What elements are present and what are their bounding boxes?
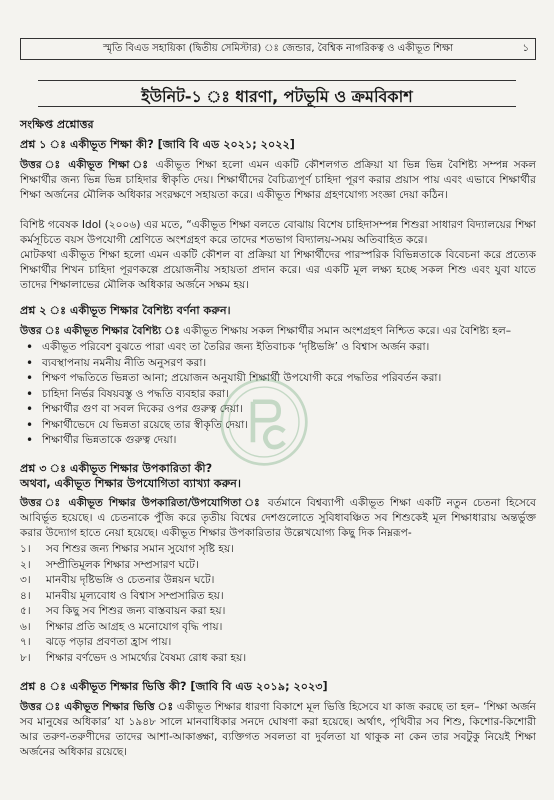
list-item: • শিক্ষার্থীভেদে যে ভিন্নতা রয়েছে তার স্বীকৃতি দেয়া।: [20, 418, 536, 434]
item-text: শিক্ষার বর্ণভেদ ও সামর্থ্যের বৈষম্য রোধ করা হয়।: [46, 651, 247, 664]
answer-4-lead: উত্তর ঃ একীভূত শিক্ষার ভিত্তি ঃ: [20, 701, 174, 713]
item-number: ৫।: [20, 605, 31, 617]
item-text: শিক্ষার প্রতি আগ্রহ ও মনোযোগ বৃদ্ধি পায়।: [46, 620, 223, 633]
answer-3-lead: উত্তর ঃ একীভূত শিক্ষার উপকারিতা/উপযোগিতা ঃ: [20, 497, 263, 509]
answer-4: [20, 700, 536, 760]
list-item: • শিক্ষণ পদ্ধতিতে ভিন্নতা আনা; প্রয়োজন অনুযায়ী শিক্ষার্থী উপযোগী করে পদ্ধতির পরিবর্তন করা।: [20, 371, 536, 387]
question-1: প্রশ্ন ১ ঃ একীভূত শিক্ষা কী? [জাবি বি এড ২০২১; ২০২২]: [20, 138, 295, 151]
question-3-alt: অথবা, একীভূত শিক্ষার উপযোগিতা ব্যাখ্যা করুন।: [20, 477, 241, 490]
list-item: [20, 620, 536, 636]
answer-1: [20, 158, 536, 203]
item-text: সব শিশুর জন্য শিক্ষার সমান সুযোগ সৃষ্টি হয়।: [46, 543, 234, 555]
answer-2-lead: উত্তর ঃ একীভূত শিক্ষার বৈশিষ্ট্য ঃ: [20, 325, 180, 337]
answer-2-text: একীভূত শিক্ষায় সকল শিক্ষার্থীর সমান অংশগ্রহণ নিশ্চিত করে। এর বৈশিষ্ট্য হল–: [179, 325, 512, 337]
item-number: ৪।: [20, 589, 31, 602]
question-2: প্রশ্ন ২ ঃ একীভূত শিক্ষার বৈশিষ্ট্য বর্ণনা করুন।: [20, 304, 231, 317]
section-label: সংক্ষিপ্ত প্রশ্নোত্তর: [20, 118, 94, 131]
list-item: • শিক্ষার্থীর ভিন্নতাকে গুরুত্ব দেয়া।: [20, 433, 536, 449]
answer-4-text: একীভূত শিক্ষার ধারণা বিকাশে মূল ভিত্তি হিসেবে যা কাজ করছে তা হল– ‘শিক্ষা অর্জন সব মানুষের অধিকার’ যা ১৯৪৮ সালে মানবাধিকার সনদে ঘোষণা করা হয়েছে। অর্থাৎ, পৃথিবীর সব শিশু, কিশোর-কিশোরী আর তরুণ-তরুণীদের তাদের আশা-আকাঙ্ক্ষা, ব্যক্তিগত সবলতা বা দুর্বলতা যা থাকুক না কেন তার সবটুকু নিয়েই শিক্ষা অর্জনের অধিকার রয়েছে।: [20, 701, 536, 758]
list-item: [20, 604, 536, 620]
item-number: ৮।: [20, 651, 31, 664]
benefits-list: [20, 542, 536, 666]
answer-2: [20, 324, 536, 339]
answer-1-lead: উত্তর ঃ একীভূত শিক্ষা ঃ: [20, 159, 151, 171]
item-number: ২।: [20, 558, 31, 571]
list-item: [20, 558, 536, 574]
question-3: প্রশ্ন ৩ ঃ একীভূত শিক্ষার উপকারিতা কী?: [20, 462, 213, 475]
question-4: প্রশ্ন ৪ ঃ একীভূত শিক্ষার ভিত্তি কী? [জাবি বি এড ২০১৯; ২০২৩]: [20, 680, 328, 693]
answer-3: [20, 496, 536, 541]
running-header: [20, 38, 536, 60]
list-item: [20, 635, 536, 651]
item-text: মানবীয় মূল্যবোধ ও বিশ্বাস সম্প্রসারিত হয়।: [46, 589, 224, 602]
list-item: • শিক্ষার্থীর গুণ বা সবল দিকের ওপর গুরুত্ব দেয়া।: [20, 402, 536, 418]
answer-3-text: বর্তমানে বিশ্বব্যাপী একীভূত শিক্ষা একটি নতুন চেতনা হিসেবে আবির্ভূত হয়েছে। এ চেতনাকে পুঁজি করে তৃতীয় বিশ্বের দেশগুলোতে সুবিধাবঞ্চিত সব শিশুকেই মূল শিক্ষাধারায় অন্তর্ভুক্ত করার উদ্যোগ হাতে নেয়া হয়েছে। একীভূত শিক্ষার উপকারিতার উল্লেখযোগ্য কিছু দিক নিম্নরূপ-: [20, 497, 536, 539]
list-item: • চাহিদা নির্ভর বিষয়বস্তু ও পদ্ধতি ব্যবহার করা।: [20, 387, 536, 403]
running-title: স্মৃতি বিএড সহায়িকা (দ্বিতীয় সেমিস্টার) ঃ জেন্ডার, বৈশ্বিক নাগরিকত্ব ও একীভূত শিক্ষা: [102, 43, 454, 54]
item-number: ৬।: [20, 620, 31, 633]
list-item: [20, 573, 536, 589]
item-text: সম্প্রীতিমূলক শিক্ষার সম্প্রসারণ ঘটে।: [46, 558, 199, 571]
list-item: [20, 542, 536, 558]
answer-1-text: একীভূত শিক্ষা হলো এমন একটি কৌশলগত প্রক্রিয়া যা ভিন্ন ভিন্ন বৈশিষ্ট্য সম্পন্ন সকল শিক্ষার্থীর জন্য ভিন্ন ভিন্ন চাহিদার স্বীকৃতি দেয়। শিক্ষার্থীদের বৈচিত্র্যপূর্ণ চাহিদা পূরণ করার প্রয়াস পায় এবং এভাবে শিক্ষার্থীর শিক্ষা অর্জনের মৌলিক অধিকার সংরক্ষণে সহায়তা করে। একীভূত শিক্ষার গ্রহণযোগ্য সংজ্ঞা দেয়া কঠিন।: [20, 159, 536, 201]
page-number: ১: [522, 43, 529, 54]
list-item: • একীভূত পরিবেশ বুঝতে পারা এবং তা তৈরির জন্য ইতিবাচক ‘দৃষ্টিভঙ্গি’ ও বিশ্বাস অর্জন করা।: [20, 340, 536, 356]
item-number: ৩।: [20, 574, 31, 586]
characteristics-list: [20, 340, 536, 449]
answer-1-quote: বিশিষ্ট গবেষক Idol (২০০৬) এর মতে, “একীভূত শিক্ষা বলতে বোঝায় বিশেষ চাহিদাসম্পন্ন শিশুরা সাধারণ বিদ্যালয়ের শিক্ষা কর্মসূচিতে বয়স উপযোগী শ্রেণিতে অংশগ্রহণ করে তাদের শতভাগ বিদ্যালয়-সময় অতিবাহিত করে।: [20, 219, 536, 246]
list-item: • ব্যবস্থাপনায় নমনীয় নীতি অনুসরণ করা।: [20, 356, 536, 372]
item-text: ঝড়ে পড়ার প্রবণতা হ্রাস পায়।: [46, 636, 172, 648]
item-text: সব কিছু সব শিশুর জন্য বাস্তবায়ন করা হয়।: [46, 605, 226, 617]
list-item: [20, 589, 536, 605]
unit-title-bottom-rule: [38, 106, 516, 107]
unit-title-top-rule: [38, 80, 516, 81]
item-number: ৭।: [20, 636, 31, 648]
list-item: [20, 651, 536, 667]
item-text: মানবীয় দৃষ্টিভঙ্গি ও চেতনার উন্নয়ন ঘটে।: [46, 574, 215, 586]
answer-1-summary: মোটকথা একীভূত শিক্ষা হলো এমন একটি কৌশল বা প্রক্রিয়া যা শিক্ষার্থীদের পারস্পরিক বিভিন্নতাকে বিবেচনা করে প্রত্যেক শিক্ষার্থীর শিখন চাহিদা পূরণকল্পে প্রয়োজনীয় সহায়তা প্রদান করে। এর একটি মূল লক্ষ্য হচ্ছে সকল শিশু এবং যুবা যাতে তাদের শিক্ষালাভের মৌলিক অধিকার অর্জনে সক্ষম হয়।: [20, 249, 536, 291]
unit-title: ইউনিট-১ ঃ ধারণা, পটভূমি ও ক্রমবিকাশ: [141, 87, 413, 106]
item-number: ১।: [20, 543, 31, 555]
